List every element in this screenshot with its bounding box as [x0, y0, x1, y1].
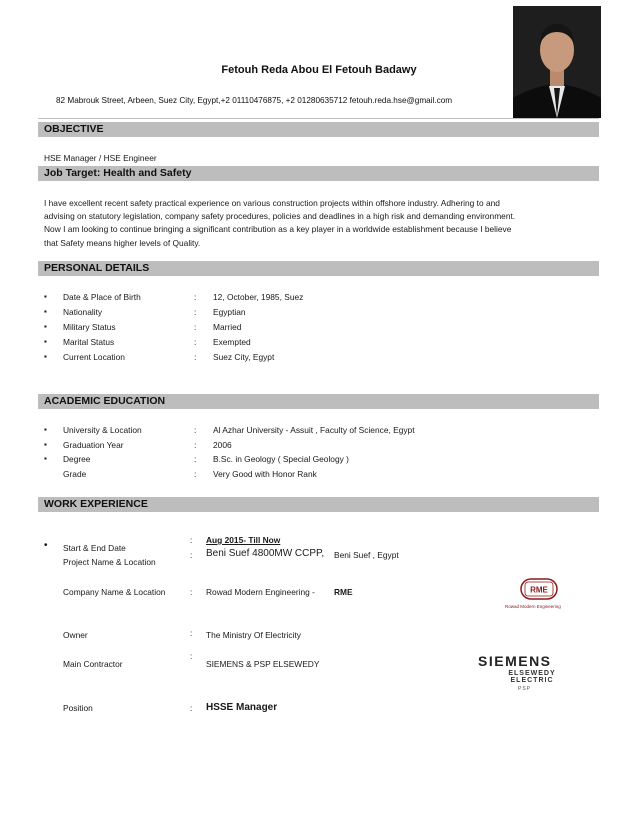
- rme-logo-caption: Rowad Modern Engineering: [505, 604, 561, 609]
- psp-logo: PSP: [518, 686, 532, 692]
- bullet-icon: ▪: [44, 352, 47, 361]
- separator: :: [194, 307, 197, 317]
- section-header-job-target: Job Target: Health and Safety: [38, 166, 599, 181]
- owner-value: The Ministry Of Electricity: [206, 630, 301, 640]
- section-header-work-experience: WORK EXPERIENCE: [38, 497, 599, 512]
- paragraph-line: that Safety means higher levels of Quality.: [44, 237, 201, 248]
- separator: :: [190, 550, 193, 560]
- detail-label: Degree: [63, 454, 91, 464]
- detail-value: Suez City, Egypt: [213, 352, 275, 362]
- detail-label: Grade: [63, 469, 87, 479]
- detail-value: Egyptian: [213, 307, 246, 317]
- paragraph-line: advising on statutory legislation, company safety procedures, policies and deadlines in a high risk and demanding environment.: [44, 211, 516, 222]
- paragraph-line: I have excellent recent safety practical experience on various construction projects within offshore industry. Adhering to and: [44, 198, 500, 208]
- position-value: HSSE Manager: [206, 702, 278, 713]
- bullet-icon: •: [44, 540, 48, 551]
- bullet-icon: ▪: [44, 454, 47, 463]
- company-value: Rowad Modern Engineering -: [206, 587, 315, 597]
- bullet-icon: ▪: [44, 337, 47, 346]
- detail-label: Nationality: [63, 307, 103, 317]
- separator: :: [190, 651, 193, 661]
- siemens-logo: SIEMENS: [478, 653, 552, 669]
- detail-value: Married: [213, 322, 242, 332]
- detail-label: Current Location: [63, 352, 125, 362]
- detail-label: Marital Status: [63, 337, 115, 347]
- project-value-main: Beni Suef 4800MW CCPP,: [206, 548, 325, 559]
- detail-value: Very Good with Honor Rank: [213, 469, 317, 479]
- separator: :: [190, 628, 193, 638]
- section-rule: [38, 118, 599, 119]
- detail-value: Exempted: [213, 337, 251, 347]
- project-value-location: Beni Suef , Egypt: [334, 550, 399, 560]
- detail-value: 12, October, 1985, Suez: [213, 292, 304, 302]
- separator: :: [194, 469, 197, 479]
- candidate-name: Fetouh Reda Abou El Fetouh Badawy: [221, 64, 417, 76]
- section-header-objective: OBJECTIVE: [38, 122, 599, 137]
- detail-label: Date & Place of Birth: [63, 292, 141, 302]
- bullet-icon: ▪: [44, 307, 47, 316]
- job-target-paragraph: [44, 197, 596, 250]
- company-abbrev: RME: [334, 587, 353, 597]
- dates-label: Start & End Date: [63, 543, 126, 553]
- separator: :: [194, 454, 197, 464]
- detail-label: University & Location: [63, 425, 142, 435]
- paragraph-line: Now I am looking to continue bringing a significant contribution as a key player in a worldwide establishment because I believe: [44, 224, 512, 235]
- elsewedy-logo-line: ELSEWEDY: [508, 670, 556, 677]
- objective-text: HSE Manager / HSE Engineer: [44, 153, 157, 163]
- separator: :: [194, 440, 197, 450]
- detail-value: 2006: [213, 440, 232, 450]
- separator: :: [194, 337, 197, 347]
- separator: :: [194, 292, 197, 302]
- dates-value: Aug 2015- Till Now: [206, 535, 281, 545]
- bullet-icon: ▪: [44, 425, 47, 434]
- separator: :: [194, 322, 197, 332]
- position-label: Position: [63, 703, 93, 713]
- detail-label: Military Status: [63, 322, 116, 332]
- detail-value: Al Azhar University - Assuit , Faculty of Science, Egypt: [213, 425, 415, 435]
- elsewedy-logo: [492, 670, 572, 684]
- detail-label: Graduation Year: [63, 440, 124, 450]
- project-label: Project Name & Location: [63, 557, 156, 567]
- contractor-label: Main Contractor: [63, 659, 123, 669]
- rme-logo: [520, 578, 558, 600]
- profile-photo: [513, 6, 601, 118]
- rme-logo-text: RME: [530, 585, 548, 595]
- separator: :: [190, 535, 193, 545]
- separator: :: [190, 587, 193, 597]
- bullet-icon: ▪: [44, 292, 47, 301]
- owner-label: Owner: [63, 630, 88, 640]
- bullet-icon: ▪: [44, 322, 47, 331]
- contact-address: 82 Mabrouk Street, Arbeen, Suez City, Egypt,+2 01110476875, +2 01280635712 fetouh.reda.hse@gmail.com: [56, 96, 453, 105]
- separator: :: [194, 352, 197, 362]
- separator: :: [194, 425, 197, 435]
- company-label: Company Name & Location: [63, 587, 166, 597]
- detail-value: B.Sc. in Geology ( Special Geology ): [213, 454, 349, 464]
- separator: :: [190, 703, 193, 713]
- section-header-personal-details: PERSONAL DETAILS: [38, 261, 599, 276]
- contractor-value: SIEMENS & PSP ELSEWEDY: [206, 659, 320, 669]
- elsewedy-logo-line: ELECTRIC: [510, 677, 554, 684]
- bullet-icon: ▪: [44, 440, 47, 449]
- section-header-academic-education: ACADEMIC EDUCATION: [38, 394, 599, 409]
